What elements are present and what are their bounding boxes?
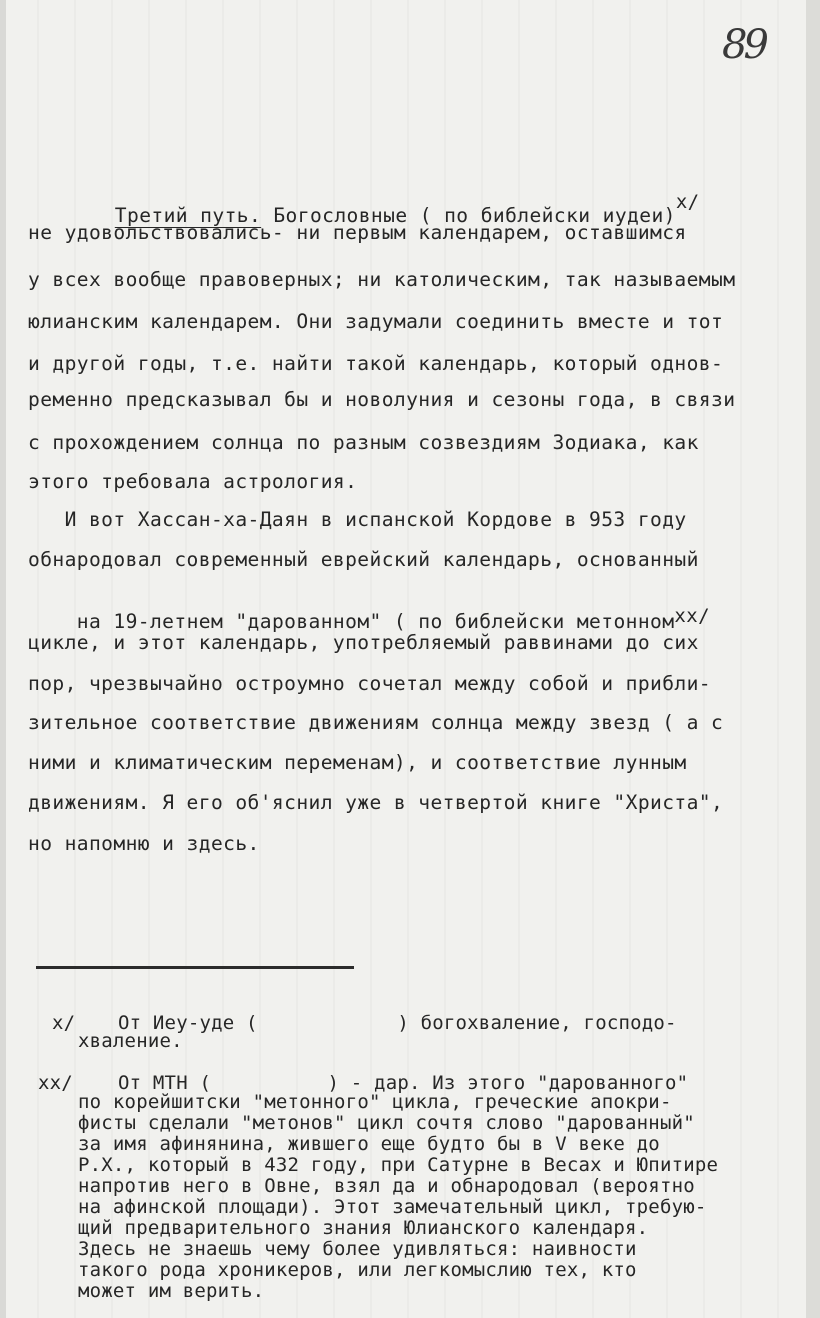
body-line-16: движениям. Я его об'яснил уже в четвертой книге "Христа",: [28, 791, 724, 814]
body-line-15: ними и климатическим переменам), и соответствие лунным: [28, 751, 687, 774]
footnote-2-line-2: по корейшитски "метонного" цикла, греческие апокри-: [78, 1091, 672, 1113]
body-line-4: юлианским календарем. Они задумали соединить вместе и тот: [28, 310, 724, 333]
footnote-1-line-2: хваление.: [78, 1030, 183, 1052]
footnote-2-line-1: От МТН ( ) - дар. Из этого "дарованного": [118, 1072, 689, 1094]
body-line-9: И вот Хассан-ха-Даян в испанской Кордове в 953 году: [28, 508, 687, 531]
footnote-2-line-10: такого рода хроникеров, или легкомыслию тех, кто: [78, 1259, 637, 1281]
footnote-2-line-4: за имя афинянина, жившего еще будто бы в V веке до: [78, 1133, 660, 1155]
body-line-3: у всех вообще правоверных; ни католическим, так называемым: [28, 268, 736, 291]
body-line-8: этого требовала астрология.: [28, 470, 358, 493]
body-line-2: не удовольствовались- ни первым календарем, оставшимся: [28, 221, 687, 244]
body-line-10: обнародовал современный еврейский календарь, основанный: [28, 548, 699, 571]
body-line-13: пор, чрезвычайно остроумно сочетал между собой и прибли-: [28, 672, 711, 695]
footnote-2-line-11: может им верить.: [78, 1280, 265, 1302]
handwritten-page-number: 89: [722, 22, 765, 68]
body-line-17: но напомню и здесь.: [28, 832, 260, 855]
body-line-7: с прохождением солнца по разным созвездиям Зодиака, как: [28, 431, 699, 454]
section-heading: Третий путь.: [114, 203, 262, 227]
footnote-2-line-3: фисты сделали "метонов" цикл сочтя слово "дарованный": [78, 1112, 695, 1134]
footnote-separator: [36, 966, 354, 969]
footnote-2-line-5: Р.Х., который в 432 году, при Сатурне в Весах и Юпитире: [78, 1154, 719, 1176]
body-line-14: зительное соответствие движениям солнца между звезд ( а с: [28, 711, 724, 734]
body-line-12: цикле, и этот календарь, употребляемый раввинами до сих: [28, 631, 699, 654]
footnote-2-line-9: Здесь не знаешь чему более удивляться: наивности: [78, 1238, 637, 1260]
scan-left-edge: [0, 0, 6, 1318]
footnote-ref-xx: хх/: [674, 604, 710, 627]
footnote-1-mark: х/: [52, 1012, 76, 1034]
footnote-1-line-1: От Иеу-уде ( ) богохваление, господо-: [118, 1012, 677, 1034]
scan-right-edge: [806, 0, 820, 1318]
footnote-2-line-8: щий предварительного знания Юлианского календаря.: [78, 1217, 649, 1239]
body-line-text: на 19-летнем "дарованном" ( по библейски метонном: [76, 609, 675, 633]
body-line-5: и другой годы, т.е. найти такой календарь, который однов-: [28, 352, 724, 375]
body-line-6: ременно предсказывал бы и новолуния и сезоны года, в связи: [28, 388, 736, 411]
footnote-ref-x: х/: [675, 190, 700, 213]
body-line-text: Богословные ( по библейски иудеи): [261, 203, 676, 227]
footnote-2-line-7: на афинской площади). Этот замечательный цикл, требую-: [78, 1196, 707, 1218]
footnote-2-line-6: напротив него в Овне, взял да и обнародовал (вероятно: [78, 1175, 695, 1197]
footnote-2-mark: хх/: [38, 1072, 73, 1094]
